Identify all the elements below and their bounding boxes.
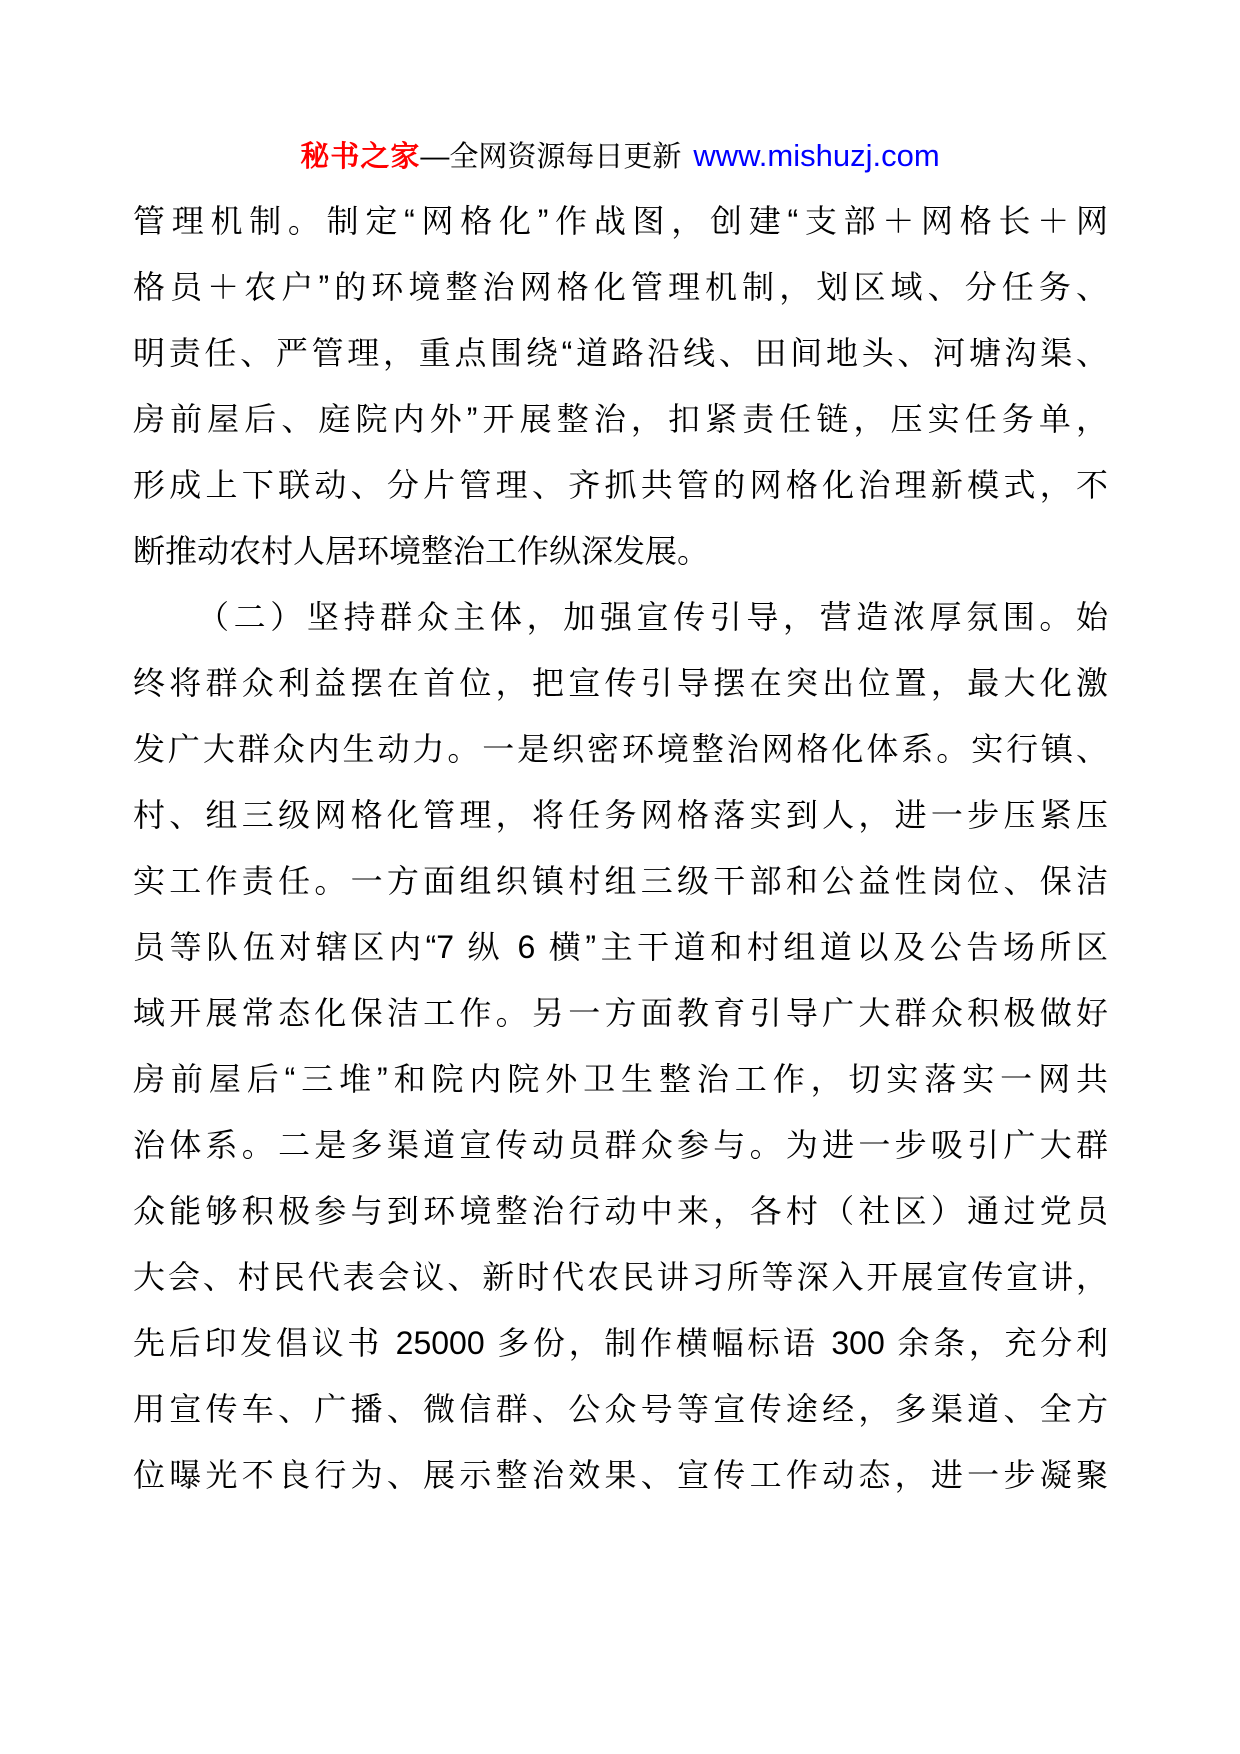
text-line: 断推动农村人居环境整治工作纵深发展。: [133, 533, 710, 569]
text-line: 格员＋农户”的环境整治网格化管理机制，划区域、分任务、: [133, 269, 1108, 305]
text-line: 明责任、严管理，重点围绕“道路沿线、田间地头、河塘沟渠、: [133, 335, 1108, 371]
text-line: 大会、村民代表会议、新时代农民讲习所等深入开展宣传宣讲，: [133, 1259, 1108, 1295]
text-line: 终将群众利益摆在首位，把宣传引导摆在突出位置，最大化激: [133, 665, 1108, 701]
text-line: 治体系。二是多渠道宣传动员群众参与。为进一步吸引广大群: [133, 1127, 1108, 1163]
text-line: 实工作责任。一方面组织镇村组三级干部和公益性岗位、保洁: [133, 863, 1108, 899]
text-line: 域开展常态化保洁工作。另一方面教育引导广大群众积极做好: [133, 995, 1108, 1031]
text-line: （二）坚持群众主体，加强宣传引导，营造浓厚氛围。始: [197, 599, 1108, 635]
document-body: [133, 188, 1108, 1508]
text-line: 形成上下联动、分片管理、齐抓共管的网格化治理新模式，不: [133, 467, 1108, 503]
text-line: 员等队伍对辖区内“7 纵 6 横”主干道和村组道以及公告场所区: [133, 929, 1108, 965]
site-logo-text: 秘书之家: [300, 141, 421, 173]
site-header: [0, 136, 1240, 177]
text-line: 众能够积极参与到环境整治行动中来，各村（社区）通过党员: [133, 1193, 1108, 1229]
text-line: 村、组三级网格化管理，将任务网格落实到人，进一步压紧压: [133, 797, 1108, 833]
site-tagline: —全网资源每日更新: [420, 141, 682, 173]
site-url-link[interactable]: www.mishuzj.com: [693, 138, 940, 173]
text-line: 管理机制。制定“网格化”作战图，创建“支部＋网格长＋网: [133, 203, 1108, 239]
text-line: 发广大群众内生动力。一是织密环境整治网格化体系。实行镇、: [133, 731, 1108, 767]
text-line: 先后印发倡议书 25000 多份，制作横幅标语 300 余条，充分利: [133, 1325, 1108, 1361]
text-line: 用宣传车、广播、微信群、公众号等宣传途经，多渠道、全方: [133, 1391, 1108, 1427]
text-line: 位曝光不良行为、展示整治效果、宣传工作动态，进一步凝聚: [133, 1457, 1108, 1493]
text-line: 房前屋后、庭院内外”开展整治，扣紧责任链，压实任务单，: [133, 401, 1108, 437]
text-line: 房前屋后“三堆”和院内院外卫生整治工作，切实落实一网共: [133, 1061, 1108, 1097]
